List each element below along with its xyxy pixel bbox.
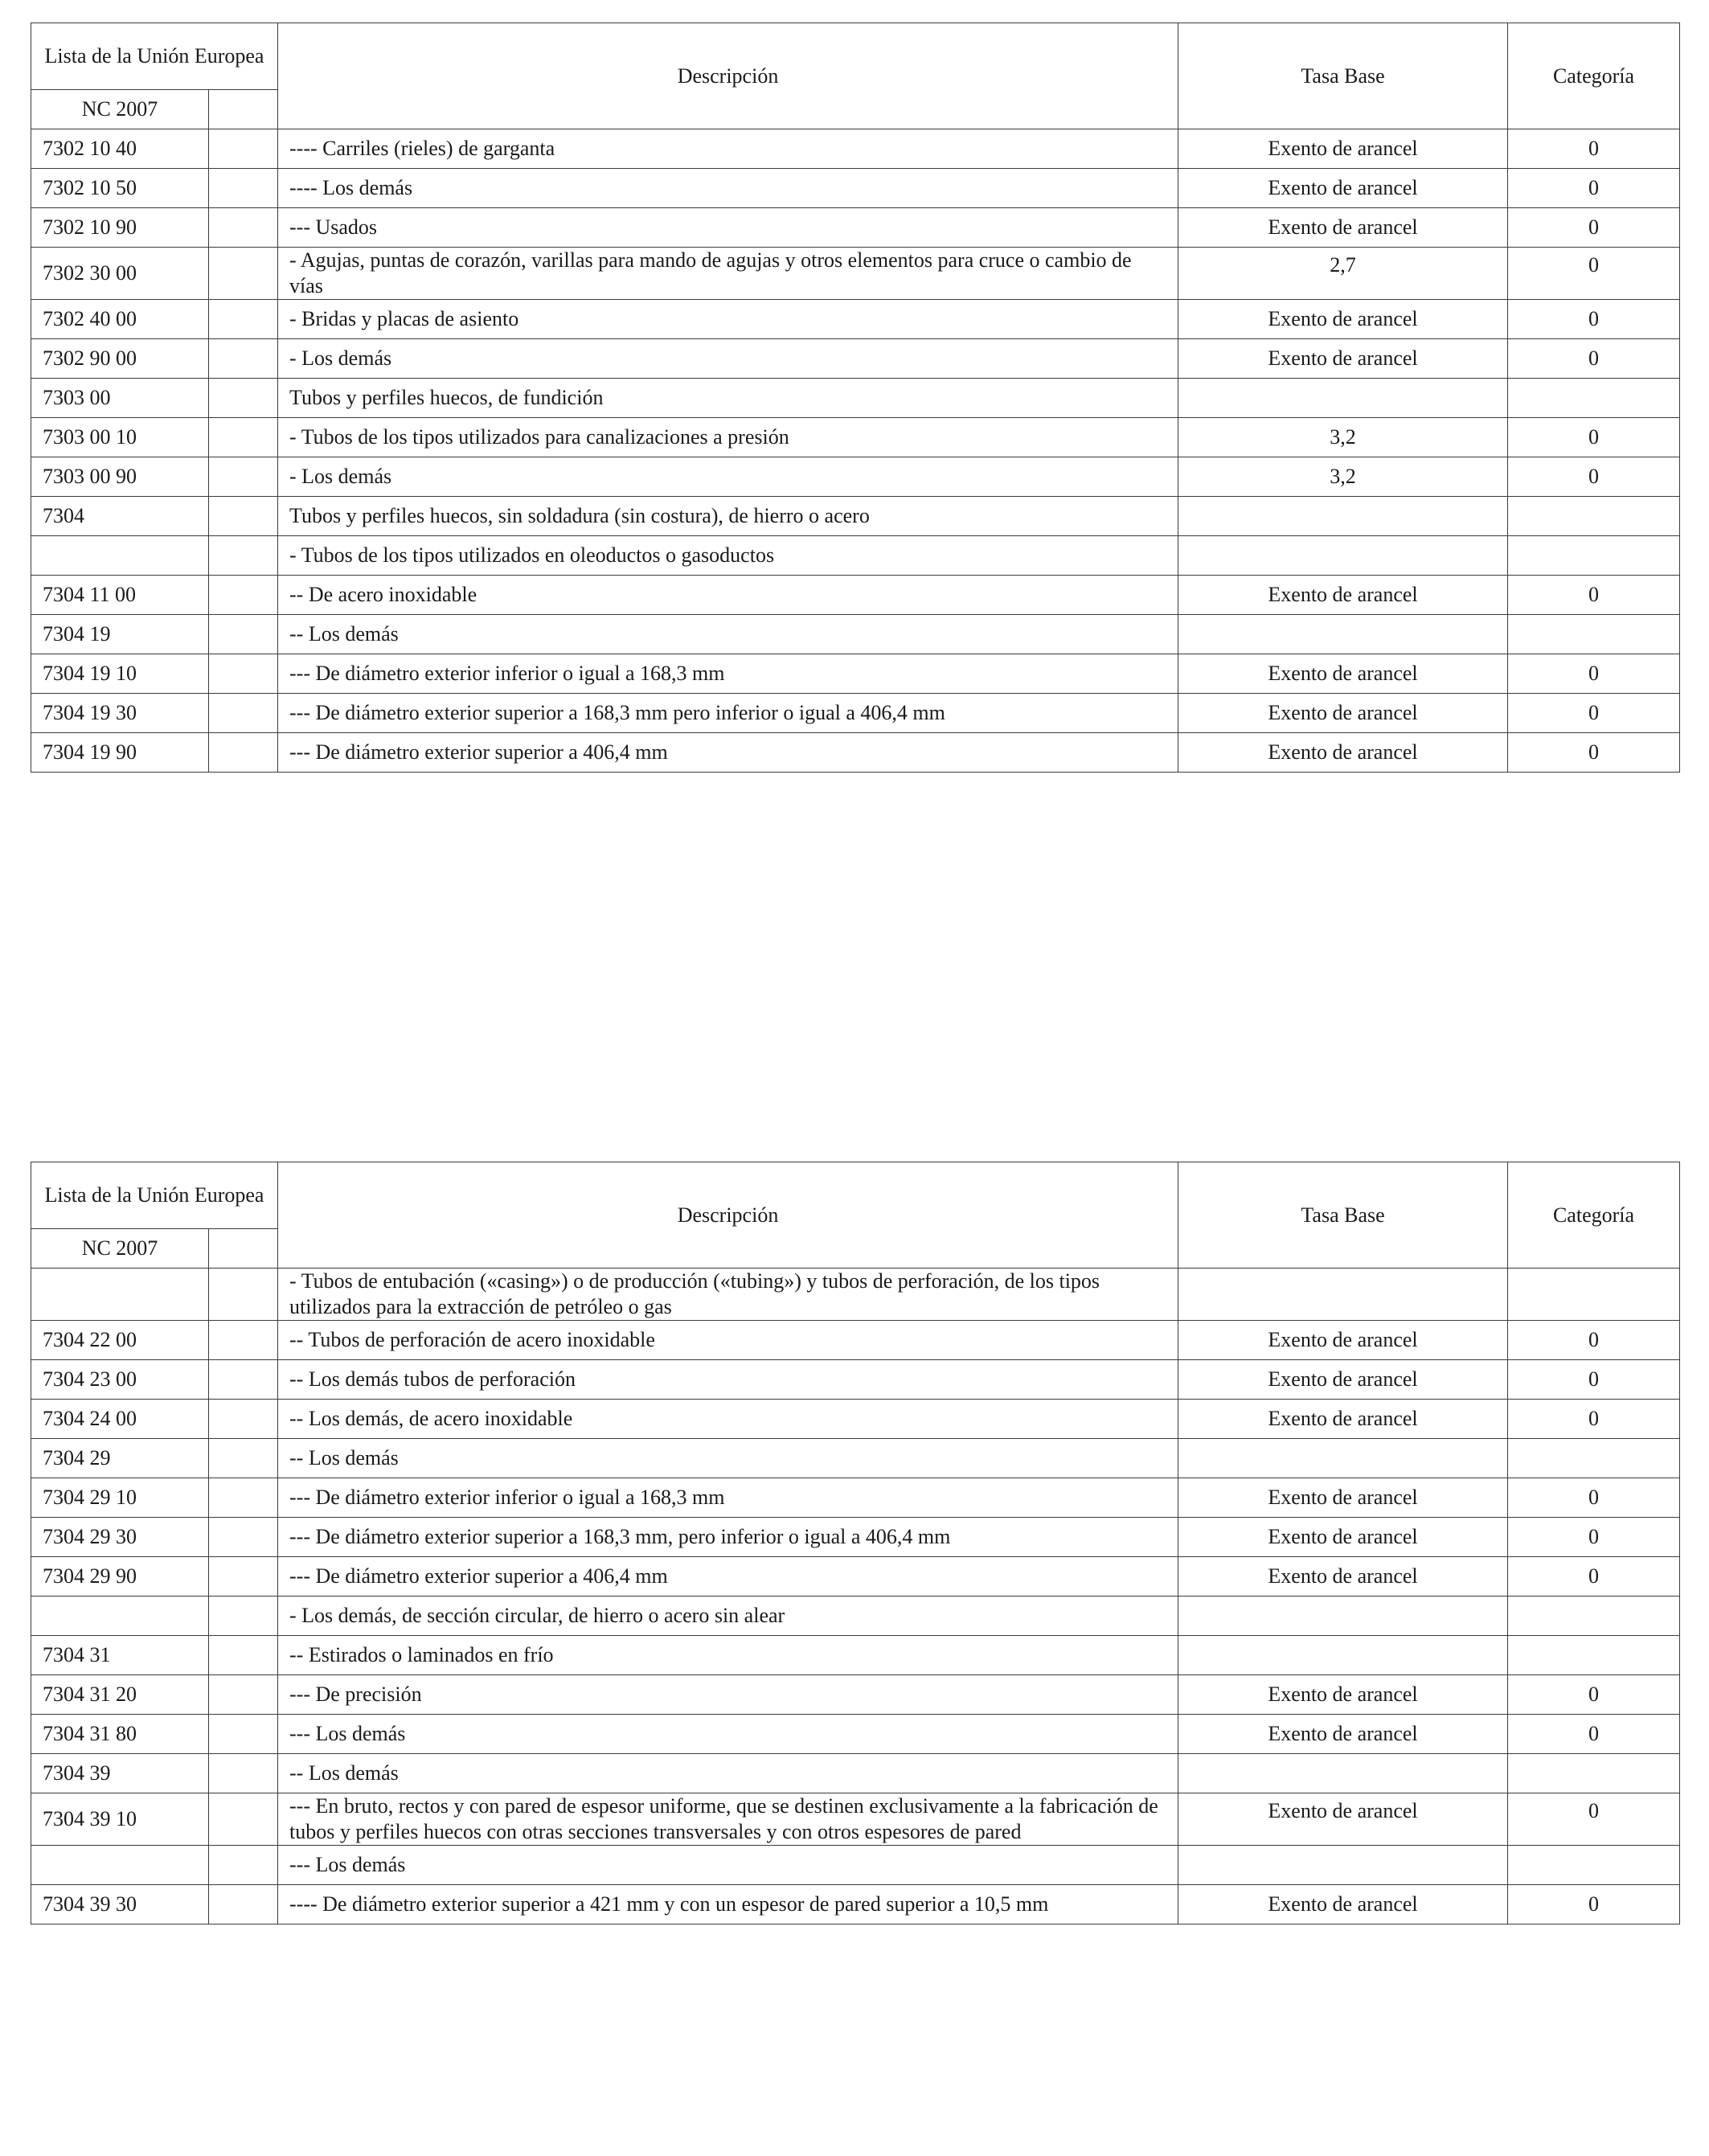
blank-cell	[209, 457, 278, 497]
table-row	[31, 1360, 1680, 1400]
description-cell: --- En bruto, rectos y con pared de espesor uniforme, que se destinen exclusivamente a la fabricación de tubos y perfiles huecos con otras secciones transversales y con otros espesores de pared	[278, 1793, 1178, 1846]
blank-cell	[209, 1518, 278, 1557]
nc-code-cell: 7302 40 00	[31, 300, 209, 339]
nc-code-cell: 7304 31 80	[31, 1715, 209, 1754]
nc-code-cell: 7304 39	[31, 1754, 209, 1793]
description-cell: --- De diámetro exterior superior a 168,3 mm pero inferior o igual a 406,4 mm	[278, 694, 1178, 733]
blank-cell	[209, 1715, 278, 1754]
table-row	[31, 1518, 1680, 1557]
description-cell: -- Los demás tubos de perforación	[278, 1360, 1178, 1400]
description-cell: --- Los demás	[278, 1715, 1178, 1754]
table-row	[31, 1885, 1680, 1924]
category-cell: 0	[1508, 1715, 1680, 1754]
blank-cell	[209, 536, 278, 576]
table-header-row	[31, 23, 1680, 90]
table-row	[31, 654, 1680, 694]
category-cell: 0	[1508, 576, 1680, 615]
base-rate-cell: Exento de arancel	[1178, 654, 1508, 694]
description-cell: -- Tubos de perforación de acero inoxidable	[278, 1321, 1178, 1360]
table-row	[31, 1793, 1680, 1846]
base-rate-cell: Exento de arancel	[1178, 169, 1508, 208]
blank-cell	[209, 694, 278, 733]
nc-code-cell	[31, 1846, 209, 1885]
nc-code-cell: 7304 19 90	[31, 733, 209, 773]
table-row	[31, 1557, 1680, 1597]
category-cell: 0	[1508, 733, 1680, 773]
category-cell	[1508, 1597, 1680, 1636]
base-rate-cell: Exento de arancel	[1178, 1400, 1508, 1439]
table-row	[31, 1636, 1680, 1675]
table-row	[31, 248, 1680, 300]
table-header-row	[31, 1162, 1680, 1229]
nc-code-cell: 7304 24 00	[31, 1400, 209, 1439]
table-row	[31, 379, 1680, 418]
category-cell	[1508, 536, 1680, 576]
blank-cell	[209, 1360, 278, 1400]
description-cell: - Tubos de entubación («casing») o de producción («tubing») y tubos de perforación, de los tipos utilizados para la extracción de petróleo o gas	[278, 1269, 1178, 1321]
table-row	[31, 615, 1680, 654]
blank-cell	[209, 1269, 278, 1321]
blank-cell	[209, 1793, 278, 1846]
blank-cell	[209, 654, 278, 694]
nc-code-cell: 7304 22 00	[31, 1321, 209, 1360]
tariff-table-2	[31, 1162, 1680, 1924]
tariff-table-1-body	[31, 23, 1680, 773]
description-cell: -- Los demás	[278, 615, 1178, 654]
description-cell: - Agujas, puntas de corazón, varillas para mando de agujas y otros elementos para cruce o cambio de vías	[278, 248, 1178, 300]
nc-code-cell: 7302 10 40	[31, 129, 209, 169]
table-row	[31, 418, 1680, 457]
description-header: Descripción	[278, 1162, 1178, 1269]
blank-cell	[209, 418, 278, 457]
base-rate-cell: Exento de arancel	[1178, 1360, 1508, 1400]
description-header: Descripción	[278, 23, 1178, 129]
table-row	[31, 1269, 1680, 1321]
description-cell: --- De diámetro exterior superior a 168,3 mm, pero inferior o igual a 406,4 mm	[278, 1518, 1178, 1557]
nc-code-cell: 7304 31	[31, 1636, 209, 1675]
description-cell: --- Usados	[278, 208, 1178, 248]
blank-cell	[209, 379, 278, 418]
base-rate-cell: Exento de arancel	[1178, 1715, 1508, 1754]
nc-code-cell: 7302 30 00	[31, 248, 209, 300]
blank-cell	[209, 1754, 278, 1793]
base-rate-header: Tasa Base	[1178, 1162, 1508, 1269]
table-row	[31, 1675, 1680, 1715]
table-row	[31, 536, 1680, 576]
nc-code-cell: 7303 00 10	[31, 418, 209, 457]
list-header: Lista de la Unión Europea	[31, 23, 278, 90]
tariff-table-1	[31, 23, 1680, 773]
blank-cell	[209, 497, 278, 536]
category-cell: 0	[1508, 1518, 1680, 1557]
nc-code-cell: 7304 29	[31, 1439, 209, 1478]
nc-header: NC 2007	[31, 90, 209, 129]
category-cell: 0	[1508, 694, 1680, 733]
table-row	[31, 339, 1680, 379]
base-rate-cell: Exento de arancel	[1178, 300, 1508, 339]
base-rate-cell	[1178, 536, 1508, 576]
base-rate-cell: 2,7	[1178, 248, 1508, 300]
table-row	[31, 576, 1680, 615]
base-rate-cell	[1178, 1846, 1508, 1885]
description-cell: -- Estirados o laminados en frío	[278, 1636, 1178, 1675]
description-cell: --- De diámetro exterior superior a 406,4 mm	[278, 733, 1178, 773]
category-cell: 0	[1508, 418, 1680, 457]
description-cell: Tubos y perfiles huecos, de fundición	[278, 379, 1178, 418]
base-rate-cell: Exento de arancel	[1178, 129, 1508, 169]
category-cell: 0	[1508, 1557, 1680, 1597]
category-cell	[1508, 615, 1680, 654]
base-rate-cell	[1178, 497, 1508, 536]
base-rate-cell: Exento de arancel	[1178, 1885, 1508, 1924]
base-rate-cell: Exento de arancel	[1178, 208, 1508, 248]
description-cell: --- De diámetro exterior superior a 406,4 mm	[278, 1557, 1178, 1597]
base-rate-cell	[1178, 615, 1508, 654]
category-cell: 0	[1508, 208, 1680, 248]
table-row	[31, 208, 1680, 248]
nc-code-cell: 7304 29 90	[31, 1557, 209, 1597]
description-cell: - Bridas y placas de asiento	[278, 300, 1178, 339]
category-cell	[1508, 1439, 1680, 1478]
table-row	[31, 1400, 1680, 1439]
blank-cell	[209, 1439, 278, 1478]
table-row	[31, 300, 1680, 339]
category-cell	[1508, 1636, 1680, 1675]
blank-cell	[209, 1597, 278, 1636]
blank-cell	[209, 1846, 278, 1885]
category-cell	[1508, 497, 1680, 536]
description-cell: - Tubos de los tipos utilizados en oleoductos o gasoductos	[278, 536, 1178, 576]
nc-code-cell: 7304 23 00	[31, 1360, 209, 1400]
blank-cell	[209, 169, 278, 208]
category-cell: 0	[1508, 1675, 1680, 1715]
nc-code-cell: 7304 39 30	[31, 1885, 209, 1924]
table-row	[31, 1846, 1680, 1885]
nc-code-cell: 7304 19	[31, 615, 209, 654]
nc-code-cell	[31, 1269, 209, 1321]
blank-cell	[209, 1400, 278, 1439]
nc-code-cell: 7302 10 90	[31, 208, 209, 248]
empty-header-cell	[209, 90, 278, 129]
nc-code-cell	[31, 1597, 209, 1636]
nc-code-cell: 7304	[31, 497, 209, 536]
base-rate-cell: Exento de arancel	[1178, 1793, 1508, 1846]
base-rate-cell	[1178, 379, 1508, 418]
base-rate-cell: 3,2	[1178, 418, 1508, 457]
category-cell: 0	[1508, 457, 1680, 497]
category-cell: 0	[1508, 129, 1680, 169]
category-cell: 0	[1508, 169, 1680, 208]
base-rate-cell: Exento de arancel	[1178, 339, 1508, 379]
description-cell: - Los demás, de sección circular, de hierro o acero sin alear	[278, 1597, 1178, 1636]
base-rate-cell	[1178, 1754, 1508, 1793]
nc-code-cell: 7304 31 20	[31, 1675, 209, 1715]
blank-cell	[209, 1636, 278, 1675]
description-cell: ---- Los demás	[278, 169, 1178, 208]
empty-header-cell	[209, 1229, 278, 1269]
nc-header: NC 2007	[31, 1229, 209, 1269]
description-cell: --- De diámetro exterior inferior o igual a 168,3 mm	[278, 1478, 1178, 1518]
base-rate-cell: Exento de arancel	[1178, 733, 1508, 773]
category-cell: 0	[1508, 1400, 1680, 1439]
nc-code-cell: 7302 90 00	[31, 339, 209, 379]
category-cell: 0	[1508, 1885, 1680, 1924]
base-rate-cell: Exento de arancel	[1178, 576, 1508, 615]
base-rate-cell	[1178, 1439, 1508, 1478]
category-cell: 0	[1508, 1478, 1680, 1518]
base-rate-cell: Exento de arancel	[1178, 1518, 1508, 1557]
description-cell: - Tubos de los tipos utilizados para canalizaciones a presión	[278, 418, 1178, 457]
base-rate-cell: Exento de arancel	[1178, 1478, 1508, 1518]
description-cell: Tubos y perfiles huecos, sin soldadura (sin costura), de hierro o acero	[278, 497, 1178, 536]
blank-cell	[209, 339, 278, 379]
description-cell: - Los demás	[278, 457, 1178, 497]
description-cell: --- De precisión	[278, 1675, 1178, 1715]
description-cell: --- Los demás	[278, 1846, 1178, 1885]
table-row	[31, 1754, 1680, 1793]
category-cell	[1508, 1846, 1680, 1885]
category-header: Categoría	[1508, 1162, 1680, 1269]
description-cell: --- De diámetro exterior inferior o igual a 168,3 mm	[278, 654, 1178, 694]
category-cell	[1508, 379, 1680, 418]
category-cell: 0	[1508, 248, 1680, 300]
blank-cell	[209, 248, 278, 300]
nc-code-cell: 7302 10 50	[31, 169, 209, 208]
description-cell: -- Los demás	[278, 1754, 1178, 1793]
table-row	[31, 457, 1680, 497]
table-row	[31, 169, 1680, 208]
nc-code-cell: 7303 00 90	[31, 457, 209, 497]
category-cell: 0	[1508, 339, 1680, 379]
blank-cell	[209, 1478, 278, 1518]
description-cell: ---- Carriles (rieles) de garganta	[278, 129, 1178, 169]
description-cell: -- De acero inoxidable	[278, 576, 1178, 615]
base-rate-cell	[1178, 1636, 1508, 1675]
base-rate-header: Tasa Base	[1178, 23, 1508, 129]
table-row	[31, 1321, 1680, 1360]
nc-code-cell: 7304 11 00	[31, 576, 209, 615]
blank-cell	[209, 1557, 278, 1597]
description-cell: -- Los demás, de acero inoxidable	[278, 1400, 1178, 1439]
category-cell: 0	[1508, 1360, 1680, 1400]
base-rate-cell: Exento de arancel	[1178, 1675, 1508, 1715]
tariff-table-2-body	[31, 1162, 1680, 1924]
blank-cell	[209, 615, 278, 654]
category-cell: 0	[1508, 300, 1680, 339]
category-cell: 0	[1508, 1793, 1680, 1846]
description-cell: ---- De diámetro exterior superior a 421 mm y con un espesor de pared superior a 10,5 mm	[278, 1885, 1178, 1924]
table-row	[31, 1478, 1680, 1518]
base-rate-cell	[1178, 1269, 1508, 1321]
nc-code-cell: 7304 19 10	[31, 654, 209, 694]
blank-cell	[209, 300, 278, 339]
blank-cell	[209, 129, 278, 169]
list-header: Lista de la Unión Europea	[31, 1162, 278, 1229]
table-row	[31, 1715, 1680, 1754]
description-cell: -- Los demás	[278, 1439, 1178, 1478]
category-cell	[1508, 1269, 1680, 1321]
table-row	[31, 1597, 1680, 1636]
base-rate-cell: Exento de arancel	[1178, 1321, 1508, 1360]
table-row	[31, 694, 1680, 733]
blank-cell	[209, 1885, 278, 1924]
table-row	[31, 1439, 1680, 1478]
nc-code-cell: 7304 29 30	[31, 1518, 209, 1557]
table-row	[31, 733, 1680, 773]
table-row	[31, 497, 1680, 536]
base-rate-cell: Exento de arancel	[1178, 1557, 1508, 1597]
table-row	[31, 129, 1680, 169]
base-rate-cell: Exento de arancel	[1178, 694, 1508, 733]
blank-cell	[209, 733, 278, 773]
nc-code-cell: 7304 39 10	[31, 1793, 209, 1846]
nc-code-cell: 7304 19 30	[31, 694, 209, 733]
nc-code-cell	[31, 536, 209, 576]
base-rate-cell	[1178, 1597, 1508, 1636]
description-cell: - Los demás	[278, 339, 1178, 379]
category-cell	[1508, 1754, 1680, 1793]
category-cell: 0	[1508, 1321, 1680, 1360]
blank-cell	[209, 1675, 278, 1715]
category-header: Categoría	[1508, 23, 1680, 129]
nc-code-cell: 7304 29 10	[31, 1478, 209, 1518]
blank-cell	[209, 208, 278, 248]
blank-cell	[209, 1321, 278, 1360]
nc-code-cell: 7303 00	[31, 379, 209, 418]
blank-cell	[209, 576, 278, 615]
base-rate-cell: 3,2	[1178, 457, 1508, 497]
category-cell: 0	[1508, 654, 1680, 694]
